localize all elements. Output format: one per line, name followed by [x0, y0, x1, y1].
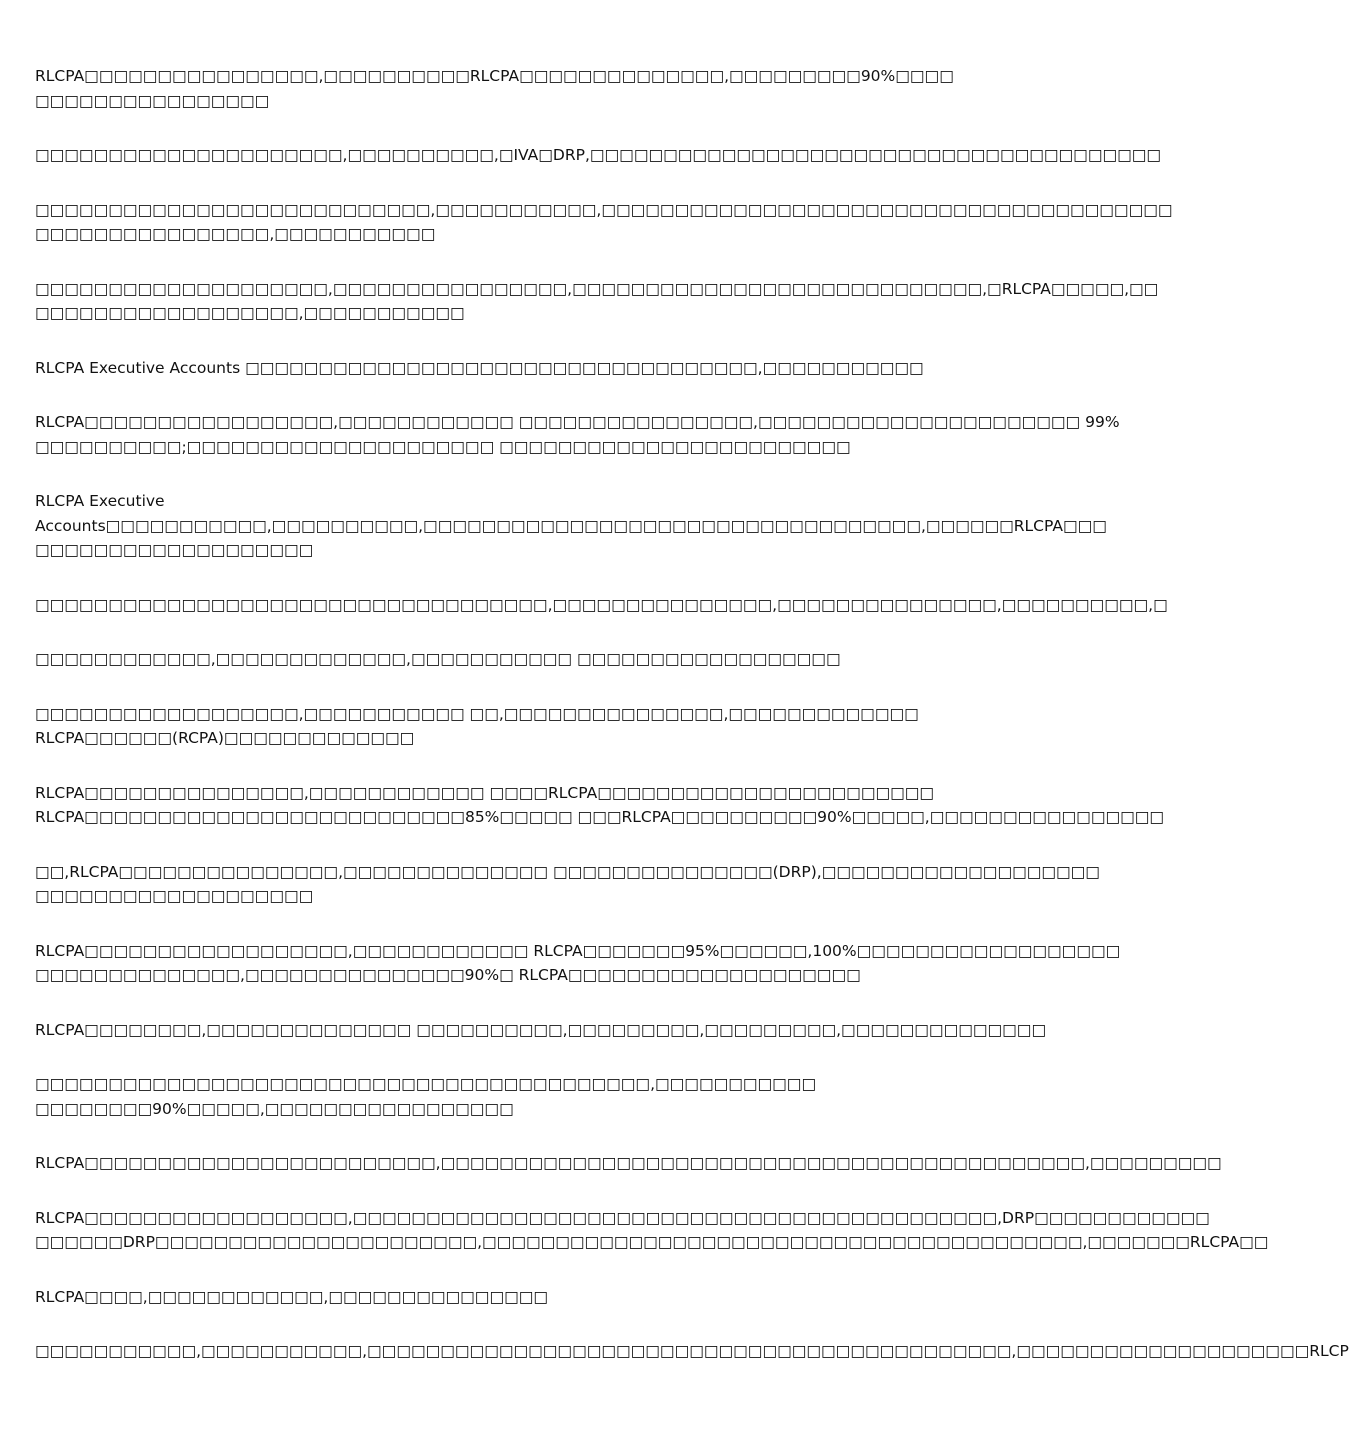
text-line: □□□□□□□□□□□□□□□□□□□□□□□□□□□,□□□□□□□□□□□,□□□□□□□□□□□□□□□□□□□□□□□□□□□□□□□□□□□□□□□	[35, 200, 1173, 219]
text-line: RLCPA□□□□□□□□□□□□□□□□□□,□□□□□□□□□□□□□□□□□□□□□□□□□□□□□□□□□□□□□□□□□□□□,DRP□□□□□□□□□□□□	[35, 1208, 1210, 1227]
text-line: RLCPA□□□□□□□□□□□□□□□□□,□□□□□□□□□□□□ □□□□□□□□□□□□□□□□,□□□□□□□□□□□□□□□□□□□□□□ 99%	[35, 413, 1120, 431]
paragraph	[35, 702, 990, 751]
text-line: RLCPA□□□□□□□□□□□□□□□□□□,□□□□□□□□□□□□ RLCPA□□□□□□□95%□□□□□□,100%□□□□□□□□□□□□□□□□□□	[35, 941, 1121, 960]
text-line: RLCPA□□□□□□□□□□□□□□□□□□□□□□□□□□85%□□□□□ □□□RLCPA□□□□□□□□□□90%□□□□□,□□□□□□□□□□□□□□□□	[35, 808, 1165, 826]
paragraph	[35, 64, 990, 113]
paragraph	[35, 593, 1168, 618]
paragraph	[35, 277, 1159, 326]
document-body	[35, 64, 1349, 1394]
text-line: □□□□□□□□□□□□□□□□,□□□□□□□□□□□	[35, 225, 436, 243]
paragraph	[35, 1285, 990, 1310]
paragraph	[35, 410, 1120, 459]
text-line: RLCPA□□□□□□□□,□□□□□□□□□□□□□□ □□□□□□□□□□,□□□□□□□□□,□□□□□□□□□,□□□□□□□□□□□□□□	[35, 1020, 1047, 1039]
paragraph	[35, 860, 1100, 909]
text-line: RLCPA□□□□□□□□□□□□□□□□□□□□□□□□,□□□□□□□□□□□□□□□□□□□□□□□□□□□□□□□□□□□□□□□□□□□□,□□□□□□□□□	[35, 1154, 1222, 1172]
text-line: □□□□□□□□□□□□□□□□□□□□□,□□□□□□□□□□,□IVA□DRP,□□□□□□□□□□□□□□□□□□□□□□□□□□□□□□□□□□□□□□□	[35, 146, 1162, 164]
text-line: □□□□□□□□90%□□□□□,□□□□□□□□□□□□□□□□□	[35, 1099, 514, 1118]
text-line: □□,RLCPA□□□□□□□□□□□□□□□,□□□□□□□□□□□□□□ □□□□□□□□□□□□□□□(DRP),□□□□□□□□□□□□□□□□□□□	[35, 862, 1100, 881]
text-line: □□□□□□□□□□□□,□□□□□□□□□□□□□,□□□□□□□□□□□ □□□□□□□□□□□□□□□□□□	[35, 650, 841, 668]
paragraph	[35, 781, 1165, 830]
text-line: □□□□□□□□□□□□□□□□	[35, 91, 270, 110]
text-line: Accounts□□□□□□□□□□□,□□□□□□□□□□,□□□□□□□□□□□□□□□□□□□□□□□□□□□□□□□□□□,□□□□□□RLCPA□□□	[35, 516, 1107, 535]
text-line: RLCPA Executive	[35, 492, 165, 510]
paragraph	[35, 198, 1173, 247]
paragraph	[35, 1072, 990, 1121]
text-line: RLCPA□□□□□□□□□□□□□□□□,□□□□□□□□□□RLCPA□□□□□□□□□□□□□□,□□□□□□□□□90%□□□□	[35, 67, 954, 85]
text-line: RLCPA□□□□□□□□□□□□□□□,□□□□□□□□□□□□ □□□□RLCPA□□□□□□□□□□□□□□□□□□□□□□□	[35, 783, 935, 802]
text-line: □□□□□□□□□□□□□□□□□□,□□□□□□□□□□□ □□,□□□□□□□□□□□□□□□,□□□□□□□□□□□□□	[35, 704, 919, 723]
paragraph	[35, 356, 990, 381]
paragraph	[35, 939, 1121, 988]
text-line: RLCPA□□□□□□(RCPA)□□□□□□□□□□□□□	[35, 729, 415, 747]
text-line: □□□□□□DRP□□□□□□□□□□□□□□□□□□□□□□,□□□□□□□□□□□□□□□□□□□□□□□□□□□□□□□□□□□□□□□□□,□□□□□□□RLCPA□□	[35, 1233, 1269, 1251]
text-line: RLCPA□□□□,□□□□□□□□□□□□,□□□□□□□□□□□□□□□	[35, 1287, 549, 1306]
text-line: □□□□□□□□□□□□□□,□□□□□□□□□□□□□□□90%□ RLCPA□□□□□□□□□□□□□□□□□□□□	[35, 966, 861, 984]
text-line: □□□□□□□□□□;□□□□□□□□□□□□□□□□□□□□□ □□□□□□□□□□□□□□□□□□□□□□□□	[35, 437, 851, 456]
text-line: □□□□□□□□□□□□□□□□□□□	[35, 541, 314, 559]
paragraph	[35, 1206, 1269, 1255]
paragraph	[35, 1151, 1222, 1176]
text-line: RLCPA Executive Accounts □□□□□□□□□□□□□□□□□□□□□□□□□□□□□□□□□□□,□□□□□□□□□□□	[35, 358, 924, 377]
text-line: □□□□□□□□□□□□□□□□□□□□□□□□□□□□□□□□□□□□□□□□□□,□□□□□□□□□□□	[35, 1075, 817, 1093]
paragraph	[35, 647, 990, 672]
paragraph	[35, 489, 1107, 563]
text-line: □□□□□□□□□□□,□□□□□□□□□□□,□□□□□□□□□□□□□□□□□□□□□□□□□□□□□□□□□□□□□□□□□□□□,□□□□□□□□□□□□□□□□□□□□RLCP	[35, 1342, 1349, 1360]
text-line: □□□□□□□□□□□□□□□□□□□	[35, 887, 314, 905]
paragraph	[35, 143, 1162, 168]
text-line: □□□□□□□□□□□□□□□□□□□□□□□□□□□□□□□□□□□,□□□□□□□□□□□□□□□,□□□□□□□□□□□□□□□,□□□□□□□□□□,□	[35, 595, 1168, 614]
paragraph	[35, 1018, 1047, 1043]
text-line: □□□□□□□□□□□□□□□□□□□□,□□□□□□□□□□□□□□□□,□□□□□□□□□□□□□□□□□□□□□□□□□□□□,□RLCPA□□□□□,□□	[35, 279, 1159, 298]
text-line: □□□□□□□□□□□□□□□□□□,□□□□□□□□□□□	[35, 304, 465, 322]
paragraph	[35, 1339, 1349, 1364]
